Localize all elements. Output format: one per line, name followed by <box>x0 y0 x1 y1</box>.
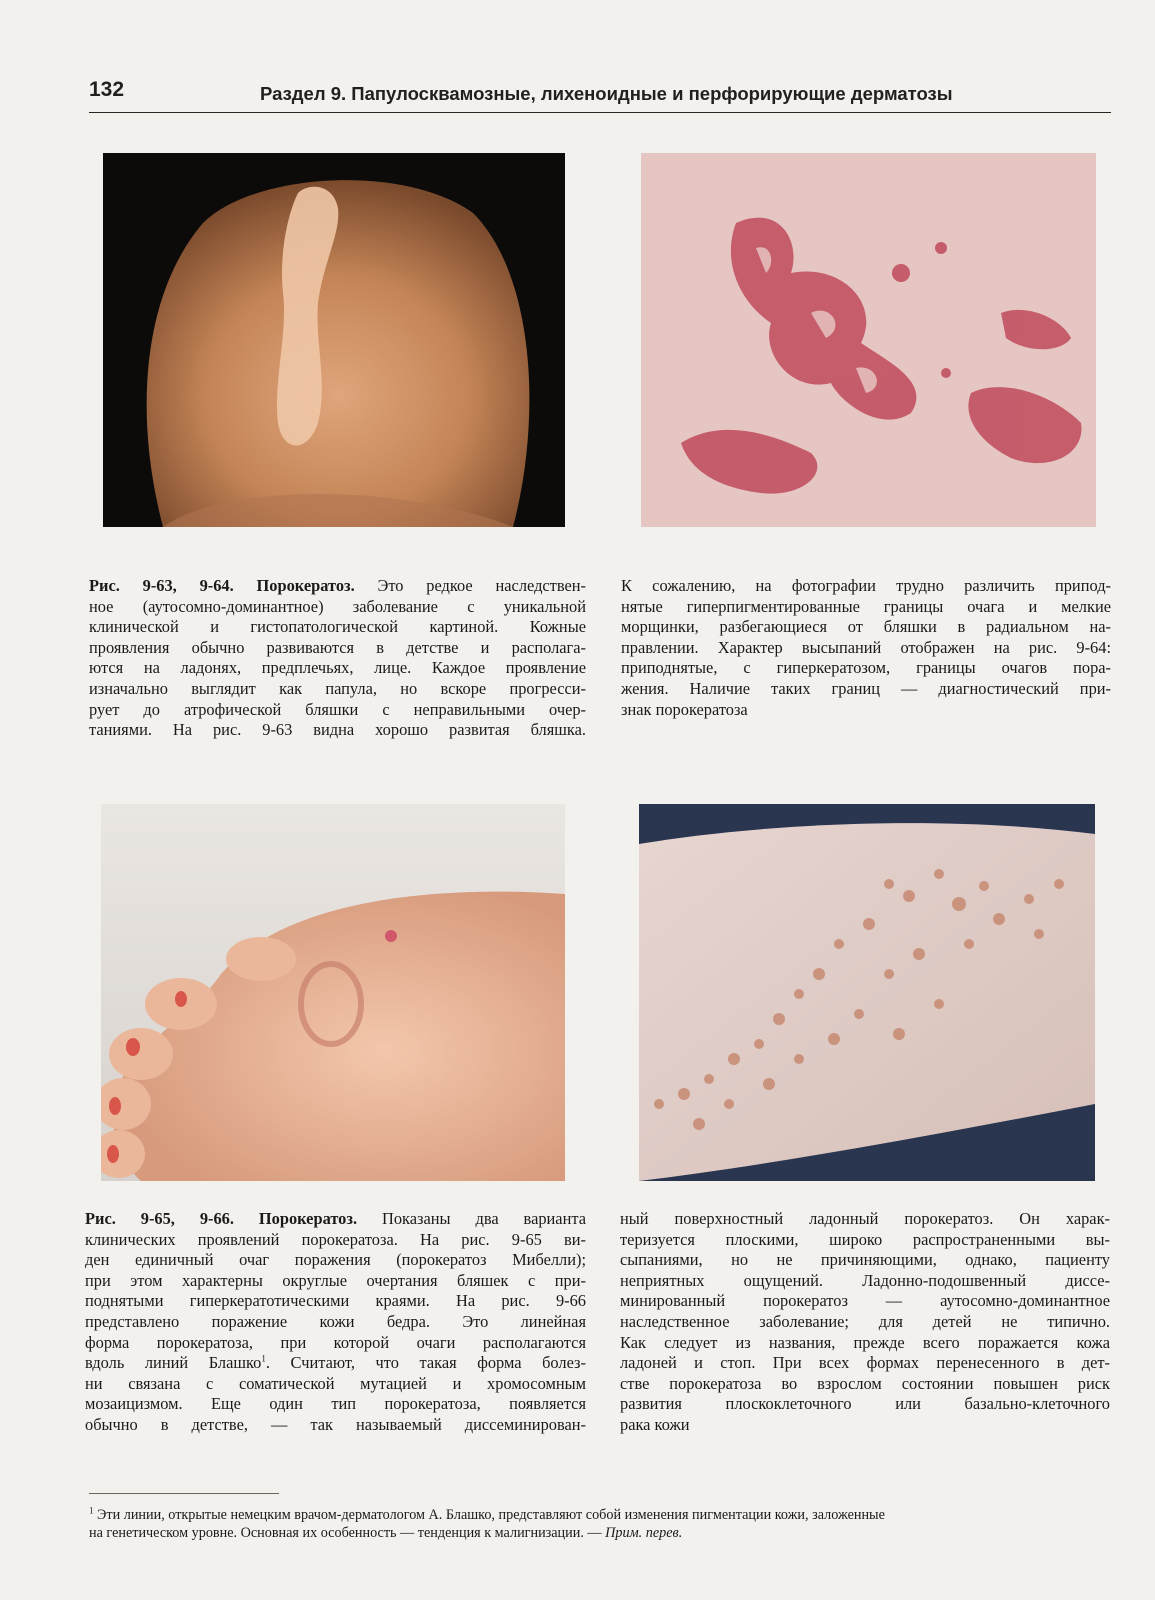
caption-line: ладоней и стоп. При всех формах перенесенного в дет- <box>620 1353 1110 1373</box>
footnote-line: Эти линии, открытые немецким врачом-дерматологом А. Блашко, представляют собой изменения пигментации кожи, заложенные <box>93 1507 885 1523</box>
caption-line: знак порокератоза <box>621 699 748 719</box>
caption-line: клинических проявлений порокератоза. На рис. 9-65 ви- <box>85 1229 586 1249</box>
caption-line: клинической и гистопатологической картиной. Кожные <box>89 617 586 637</box>
photo-fig-9-64-plaques <box>641 153 1096 527</box>
caption-line: представлено поражение кожи бедра. Это линейная <box>85 1311 586 1331</box>
caption-line: ются на ладонях, предплечьях, лице. Каждое проявление <box>89 658 586 678</box>
caption-line: развития плоскоклеточного или базально-клеточного <box>620 1394 1110 1414</box>
translator-note: Прим. перев. <box>605 1525 683 1541</box>
running-head <box>89 78 1111 113</box>
figure-label-9-65-66: Рис. 9-65, 9-66. Порокератоз. <box>85 1209 358 1228</box>
caption-line: таниями. На рис. 9-63 видна хорошо развитая бляшка. <box>89 720 586 740</box>
caption-line: стве порокератоза во взрослом состоянии повышен риск <box>620 1373 1110 1393</box>
caption-line: правлении. Характер высыпаний отображен на рис. 9-64: <box>621 637 1111 657</box>
footnote-divider <box>89 1493 279 1494</box>
caption-line: ное (аутосомно-доминантное) заболевание с уникальной <box>89 596 586 616</box>
caption-line: Как следует из названия, прежде всего поражается кожа <box>620 1332 1110 1352</box>
caption-line: обычно в детстве, — так называемый диссеминирован- <box>85 1414 586 1434</box>
caption-line: ни связана с соматической мутацией и хромосомным <box>85 1373 586 1393</box>
caption-line: неприятных ощущений. Ладонно-подошвенный диссе- <box>620 1270 1110 1290</box>
caption-line: теризуется плоскими, широко распространенными вы- <box>620 1229 1110 1249</box>
caption-fig-9-63-64-right <box>621 576 1111 720</box>
footnote-line: на генетическом уровне. Основная их особенность — тенденция к малигнизации. — <box>89 1525 602 1541</box>
photo-fig-9-65-foot <box>101 804 565 1181</box>
caption-line: наследственное заболевание; для детей не типично. <box>620 1311 1110 1331</box>
caption-line: рака кожи <box>620 1414 690 1434</box>
caption-line: проявления обычно развиваются в детстве и располага- <box>89 637 586 657</box>
caption-line: жения. Наличие таких границ — диагностический при- <box>621 678 1111 698</box>
photo-fig-9-66-thigh <box>639 804 1095 1181</box>
caption-line: морщинки, разбегающиеся от бляшки в радиальном на- <box>621 617 1111 637</box>
caption-line: приподнятые, с гиперкератозом, границы очагов пора- <box>621 658 1111 678</box>
caption-line: сыпаниями, но не причиняющими, однако, пациенту <box>620 1250 1110 1270</box>
caption-line: ный поверхностный ладонный порокератоз. Он харак- <box>620 1209 1110 1228</box>
photo-fig-9-63-hand <box>103 153 565 527</box>
caption-line: Показаны два варианта <box>382 1209 586 1228</box>
caption-line-tail: . Считают, что такая форма болез- <box>265 1353 586 1373</box>
caption-line: нятые гиперпигментированные границы очага и мелкие <box>621 596 1111 616</box>
caption-line: мозаицизмом. Еще один тип порокератоза, появляется <box>85 1394 586 1414</box>
footnote <box>89 1506 1111 1542</box>
caption-line: форма порокератоза, при которой очаги располагаются <box>85 1332 586 1352</box>
footnote-reference: 1 <box>261 1353 266 1364</box>
caption-fig-9-63-64-left <box>89 576 586 741</box>
caption-line: при этом характерны округлые очертания бляшек с при- <box>85 1270 586 1290</box>
caption-line: изначально выглядит как папула, но вскоре прогресси- <box>89 678 586 698</box>
caption-fig-9-65-66-right <box>620 1209 1110 1436</box>
caption-line: вдоль линий Блашко <box>85 1353 262 1373</box>
caption-line: рует до атрофической бляшки с неправильными очер- <box>89 699 586 719</box>
caption-line: К сожалению, на фотографии трудно различить припод- <box>621 576 1111 595</box>
caption-line: минированный порокератоз — аутосомно-доминантное <box>620 1291 1110 1311</box>
figure-label-9-63-64: Рис. 9-63, 9-64. Порокератоз. <box>89 576 355 595</box>
caption-line: ден единичный очаг поражения (порокератоз Мибелли); <box>85 1250 586 1270</box>
section-title: Раздел 9. Папулосквамозные, лихеноидные и перфорирующие дерматозы <box>260 83 953 104</box>
page-number: 132 <box>89 78 125 101</box>
caption-line: Это редкое наследствен- <box>377 576 586 595</box>
caption-line: поднятыми гиперкератотическими краями. На рис. 9-66 <box>85 1291 586 1311</box>
caption-fig-9-65-66-left <box>85 1209 586 1436</box>
footnote-mark: 1 <box>89 1505 94 1516</box>
